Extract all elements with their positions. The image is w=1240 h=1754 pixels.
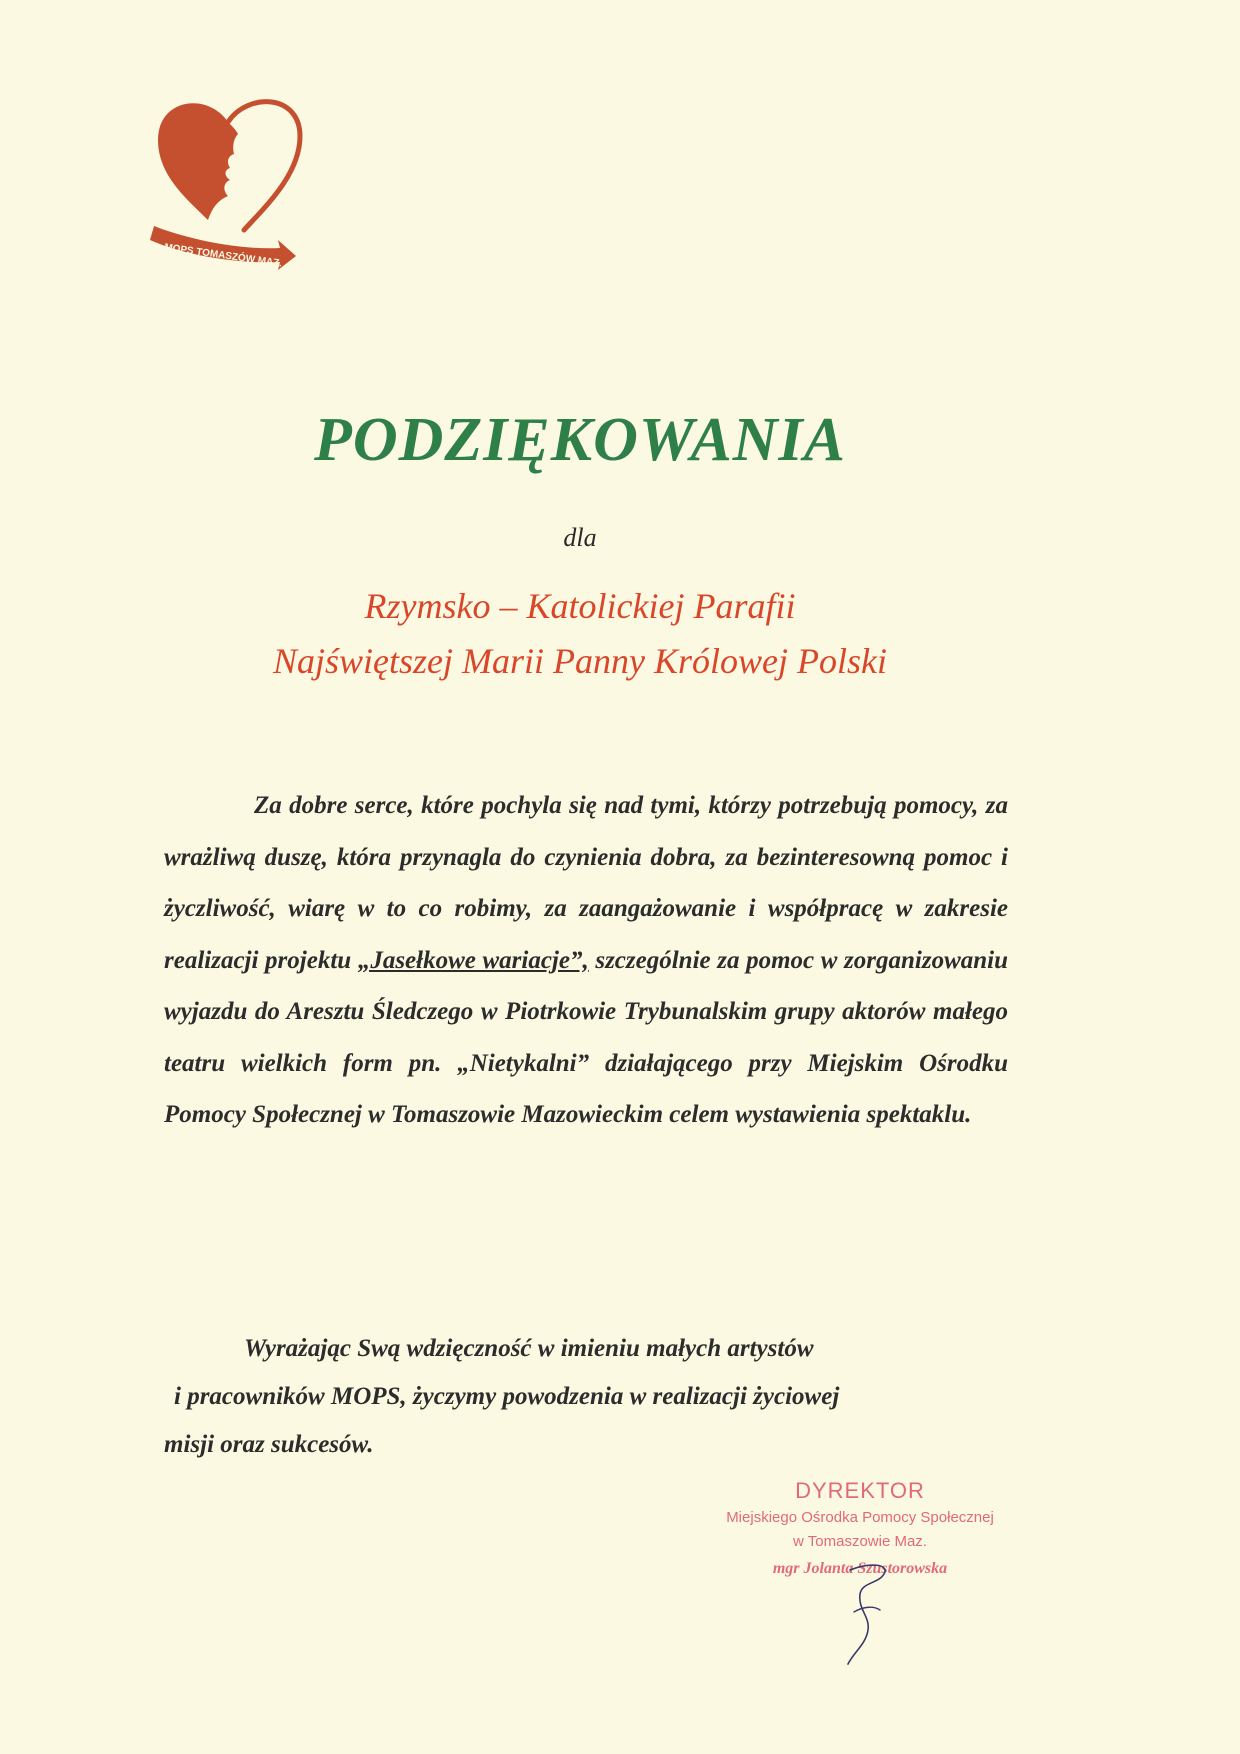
page-title: PODZIĘKOWANIA	[313, 406, 847, 474]
body-paragraph	[164, 780, 1008, 1141]
closing-line-1: Wyrażając Swą wdzięczność w imieniu małych artystów	[244, 1335, 814, 1362]
preposition-text: dla	[563, 523, 597, 552]
body-text-part-2: szczególnie za pomoc w zorganizowaniu wyjazdu do Aresztu Śledczego w Piotrkowie Trybunalskim grupy aktorów małego teatru wielkich form pn. „Nietykalni” działającego przy Miejskim Ośrodku Pomocy Społecznej w Tomaszowie Mazowieckim celem wystawienia spektaklu.	[164, 946, 1009, 1128]
project-name: „Jasełkowe wariacje”,	[357, 946, 589, 974]
recipient-line-2: Najświętszej Marii Panny Królowej Polski	[273, 641, 887, 681]
stamp-title: DYREKTOR	[795, 1478, 925, 1503]
stamp-institution: Miejskiego Ośrodka Pomocy Społecznej	[726, 1509, 994, 1526]
recipient-line-1: Rzymsko – Katolickiej Parafii	[364, 586, 796, 626]
logo-heart-outline	[228, 102, 300, 230]
body-text-part-1: Za dobre serce, które pochyla się nad tymi, którzy potrzebują pomocy, za wrażliwą duszę, która przynagla do czynienia dobra, za bezinteresowną pomoc i życzliwość, wiarę w to co robimy, za zaangażowanie i współpracę w zakresie realizacji projektu	[164, 792, 1008, 974]
stamp-city: w Tomaszowie Maz.	[793, 1533, 927, 1550]
stamp-name: mgr Jolanta Szustorowska	[772, 1560, 948, 1577]
mops-logo	[150, 90, 350, 280]
handwritten-signature	[840, 1560, 900, 1670]
closing-paragraph	[164, 1325, 964, 1469]
closing-line-3: misji oraz sukcesów.	[164, 1431, 374, 1458]
closing-line-2: i pracowników MOPS, życzymy powodzenia w realizacji życiowej	[174, 1383, 840, 1410]
logo-text: MOPS TOMASZÓW MAZ.	[163, 242, 283, 270]
